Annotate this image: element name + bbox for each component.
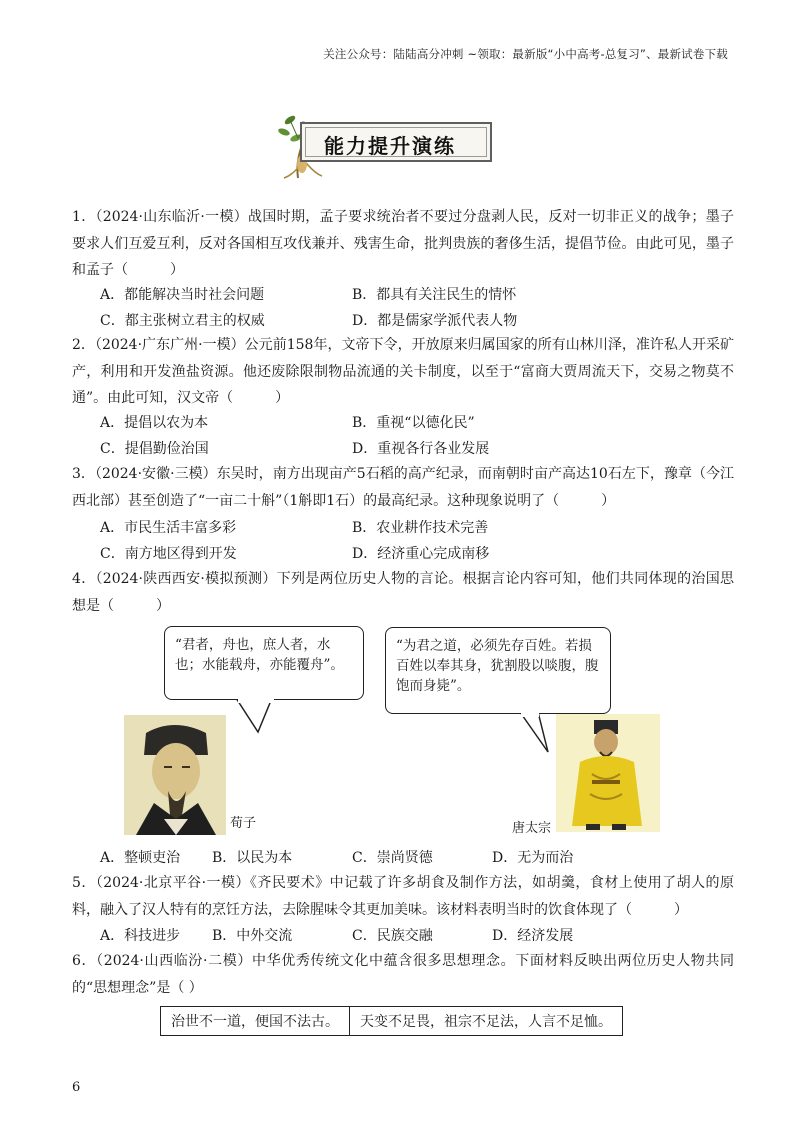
question-2-option-b[interactable]: B．重视“以德化民” <box>352 415 475 431</box>
bubble-joint-cover-right <box>521 713 539 717</box>
question-5-option-a[interactable]: A．科技进步 <box>100 928 181 944</box>
question-3-text: 3．（2024·安徽·三模）东吴时，南方出现亩产5石稻的高产纪录，而南朝时亩产高达10石左下，豫章（今江西北部）甚至创造了“一亩二十斛”（1斛即1石）的最高纪录。这种现象说明了（ ） <box>72 466 734 509</box>
caption-xunzi: 荀子 <box>230 816 257 831</box>
header-text: 关注公众号：陆陆高分冲刺 ~领取：最新版“小中高考-总复习”、最新试卷下载 <box>323 47 728 61</box>
question-4-option-b[interactable]: B．以民为本 <box>212 850 293 866</box>
question-4-option-a[interactable]: A．整顿吏治 <box>100 850 181 866</box>
caption-tang-taizong: 唐太宗 <box>512 821 552 836</box>
question-5-text: 5．（2024·北京平谷·一模）《齐民要术》中记载了许多胡食及制作方法，如胡羹，食材上使用了胡人的原料，融入了汉人特有的烹饪方法，去除腥味令其更加美味。该材料表明当时的饮食体现了（ ） <box>72 875 734 918</box>
quote-bubble-left: “君者，舟也，庶人者，水也；水能载舟，亦能覆舟”。 <box>164 626 364 700</box>
question-3-option-b[interactable]: B．农业耕作技术完善 <box>352 520 489 536</box>
bubble-joint-cover-left <box>238 699 274 703</box>
question-5-option-b[interactable]: B．中外交流 <box>212 928 293 944</box>
xunzi-portrait <box>124 715 226 835</box>
question-1-option-d[interactable]: D．都是儒家学派代表人物 <box>352 313 518 329</box>
question-5-option-d[interactable]: D．经济发展 <box>492 928 574 944</box>
question-5-option-c[interactable]: C．民族交融 <box>352 928 433 944</box>
question-4-text: 4．（2024·陕西西安·模拟预测）下列是两位历史人物的言论。根据言论内容可知，他们共同体现的治国思想是（ ） <box>72 571 734 614</box>
section-banner <box>276 116 494 168</box>
quote-bubble-right: “为君之道，必须先存百姓。若损百姓以奉其身，犹割股以啖腹，腹饱而身毙”。 <box>385 627 611 714</box>
banner-title: 能力提升演练 <box>324 134 456 158</box>
table-cell-1: 治世不一道，便国不法古。 <box>161 1007 350 1036</box>
question-3-option-d[interactable]: D．经济重心完成南移 <box>352 546 490 562</box>
question-3-option-c[interactable]: C．南方地区得到开发 <box>100 546 237 562</box>
tang-taizong-portrait <box>556 714 660 832</box>
question-4-option-c[interactable]: C．崇尚贤德 <box>352 850 433 866</box>
question-2-option-c[interactable]: C．提倡勤俭治国 <box>100 441 209 457</box>
question-6-text: 6．（2024·山西临汾·二模）中华优秀传统文化中蕴含很多思想理念。下面材料反映出两位历史人物共同的“思想理念”是（ ） <box>72 953 734 996</box>
quote-table <box>160 1006 623 1036</box>
table-cell-2: 天变不足畏，祖宗不足法，人言不足恤。 <box>350 1007 623 1036</box>
question-2-option-d[interactable]: D．重视各行各业发展 <box>352 441 490 457</box>
table-row <box>161 1007 623 1036</box>
question-2-text: 2．（2024·广东广州·一模）公元前158年，文帝下令，开放原来归属国家的所有山林川泽，准许私人开采矿产，利用和开发渔盐资源。他还废除限制物品流通的关卡制度，以至于“富商大贾周流天下，交易之物莫不通”。由此可知，汉文帝（ ） <box>72 337 734 406</box>
question-2-option-a[interactable]: A．提倡以农为本 <box>100 415 209 431</box>
question-1-option-a[interactable]: A．都能解决当时社会问题 <box>100 287 265 303</box>
question-1-text: 1．（2024·山东临沂·一模）战国时期，孟子要求统治者不要过分盘剥人民，反对一切非正义的战争；墨子要求人们互爱互利，反对各国相互攻伐兼并、残害生命，批判贵族的奢侈生活，提倡节俭。由此可见，墨子和孟子（ ） <box>72 209 734 278</box>
question-3-option-a[interactable]: A．市民生活丰富多彩 <box>100 520 237 536</box>
question-1-option-b[interactable]: B．都具有关注民生的情怀 <box>352 287 517 303</box>
question-1-option-c[interactable]: C．都主张树立君主的权威 <box>100 313 265 329</box>
page-number: 6 <box>72 1080 81 1095</box>
question-4-option-d[interactable]: D．无为而治 <box>492 850 574 866</box>
